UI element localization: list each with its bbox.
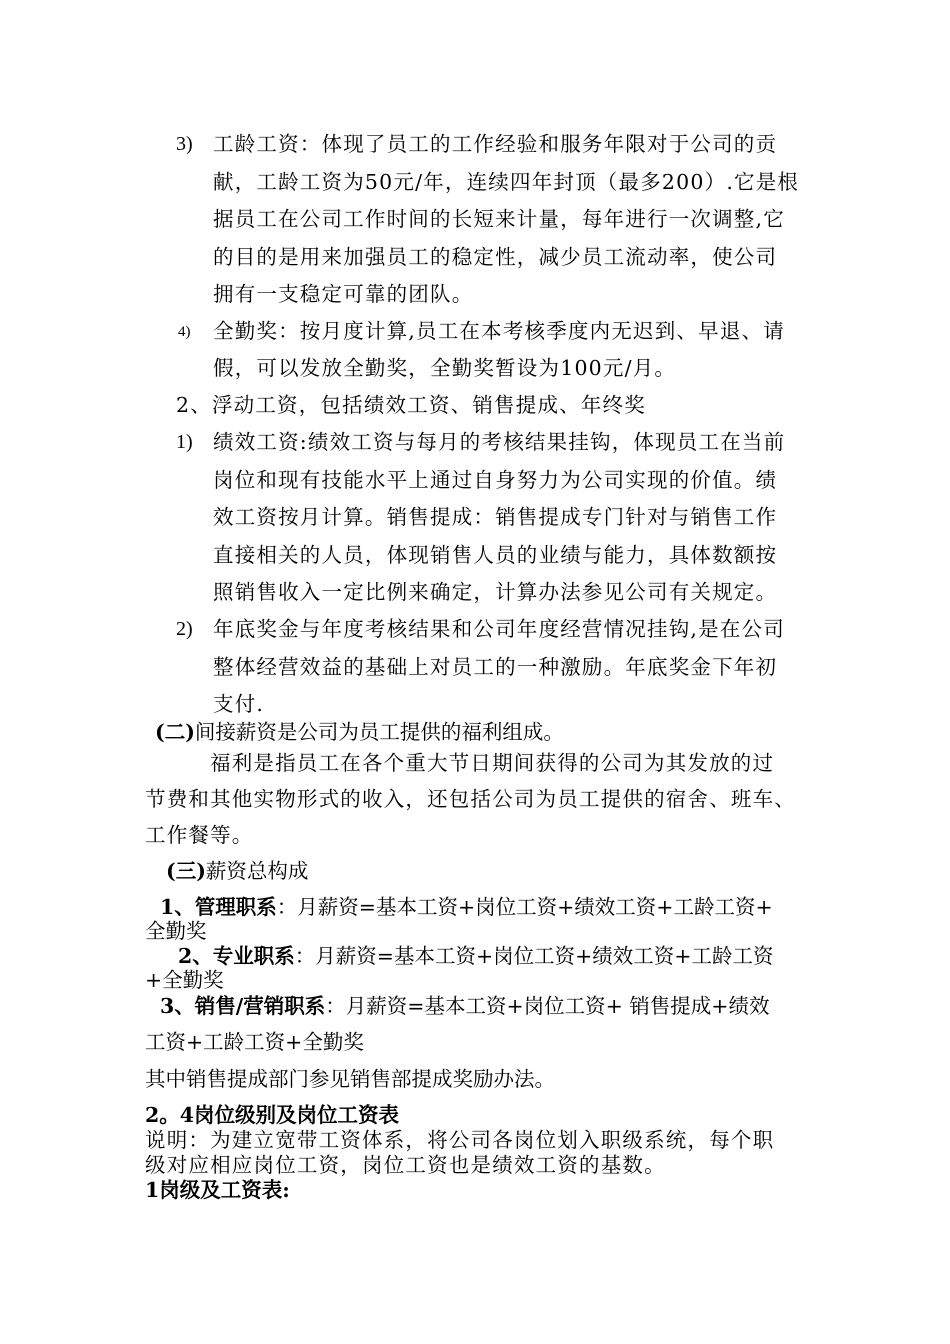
text-line: 拥有一支稳定可靠的团队。 [213,282,474,306]
formula-line [178,943,773,969]
text-line: 假，可以发放全勤奖，全勤奖暂设为100元/月。 [213,356,677,380]
text-line: 直接相关的人员，体现销售人员的业绩与能力，具体数额按 [213,543,778,567]
text-line: 效工资按月计算。销售提成：销售提成专门针对与销售工作 [213,505,778,529]
formula-label: 2、专业职系 [178,944,295,968]
text-line: 岗位和现有技能水平上通过自身努力为公司实现的价值。绩 [213,468,778,492]
formula-text: ：月薪资=基本工资+岗位工资+绩效工资+工龄工资+ [276,895,773,919]
text-line: 工作餐等。 [145,823,254,847]
list-number: 1) [176,431,193,453]
formula-line [160,993,770,1019]
text-line: 整体经营效益的基础上对员工的一种激励。年底奖金下年初 [213,655,778,679]
text-line: 年底奖金与年度考核结果和公司年度经营情况挂钩,是在公司 [213,617,785,641]
text-line: 其中销售提成部门参见销售部提成奖励办法。 [145,1067,555,1091]
subsection-label: (三) [166,859,206,883]
text-line: +全勤奖 [145,968,224,992]
text-line: 节费和其他实物形式的收入，还包括公司为员工提供的宿舍、班车、 [145,787,796,811]
text-line: 的目的是用来加强员工的稳定性，减少员工流动率，使公司 [213,245,778,269]
list-number: 3) [176,133,193,155]
subsection-heading [155,719,564,745]
text-line: 绩效工资:绩效工资与每月的考核结果挂钩，体现员工在当前 [213,430,786,454]
section-heading: 2、浮动工资，包括绩效工资、销售提成、年终奖 [176,393,646,417]
subsection-label: (二) [155,720,195,744]
text-line: 说明：为建立宽带工资体系，将公司各岗位划入职级系统，每个职 [145,1128,775,1152]
text-line: 据员工在公司工作时间的长短来计量，每年进行一次调整,它 [213,207,785,231]
subsection-text: 薪资总构成 [205,859,309,883]
text-line: 工龄工资：体现了员工的工作经验和服务年限对于公司的贡 [213,132,778,156]
text-line: 福利是指员工在各个重大节日期间获得的公司为其发放的过 [210,751,775,775]
text-line: 级对应相应岗位工资，岗位工资也是绩效工资的基数。 [145,1153,666,1177]
subsection-heading [166,858,308,884]
formula-label: 3、销售/营销职系 [160,994,326,1018]
formula-text: ：月薪资=基本工资+岗位工资+绩效工资+工龄工资 [294,944,774,968]
text-line: 工资+工龄工资+全勤奖 [145,1030,364,1054]
table-title: 1岗级及工资表: [145,1178,290,1202]
section-heading: 2。4岗位级别及岗位工资表 [145,1103,400,1127]
text-line: 献，工龄工资为50元/年，连续四年封顶（最多200）.它是根 [213,170,800,194]
text-line: 支付. [213,692,265,716]
text-line: 照销售收入一定比例来确定，计算办法参见公司有关规定。 [213,580,778,604]
text-line: 全勤奖：按月度计算,员工在本考核季度内无迟到、早退、请 [213,319,785,343]
formula-line [160,894,773,920]
text-line: 全勤奖 [145,919,207,943]
formula-text: ：月薪资=基本工资+岗位工资+ 销售提成+绩效 [325,994,770,1018]
list-number: 4) [178,324,191,340]
list-number: 2) [176,618,193,640]
subsection-text: 间接薪资是公司为员工提供的福利组成。 [194,720,564,744]
formula-label: 1、管理职系 [160,895,277,919]
